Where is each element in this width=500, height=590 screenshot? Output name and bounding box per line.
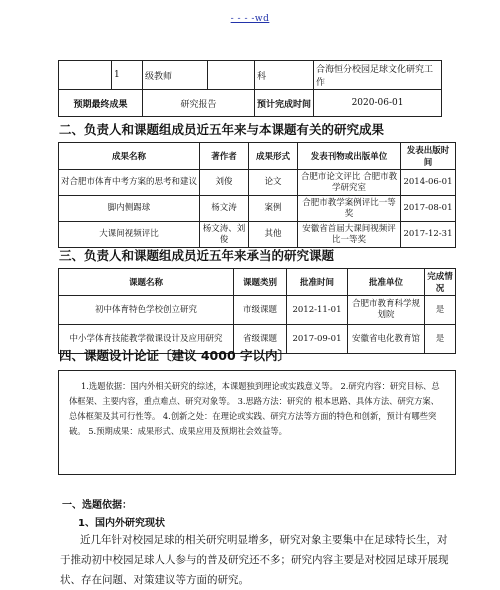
empty-cell (59, 61, 112, 90)
cell: 初中体育特色学校创立研究 (59, 296, 234, 325)
cell: 级教师 (143, 61, 208, 90)
col-header: 课题名称 (59, 269, 234, 296)
heading-selection-basis: 一、选题依据： (62, 500, 132, 511)
top-table (58, 60, 442, 117)
cell: 是 (425, 296, 456, 325)
section-title-3: 三、负责人和课题组成员近五年来承当的研究课题 (59, 248, 335, 263)
col-header: 成果形式 (249, 143, 298, 170)
col-header: 完成情况 (425, 269, 456, 296)
cell: 科 (255, 61, 314, 90)
cell: 2012-11-01 (287, 296, 348, 325)
header-link[interactable]: - - - -wd (230, 14, 270, 24)
cell: 2017-08-01 (401, 196, 456, 222)
cell: 1 (112, 61, 143, 90)
body-paragraph: 近几年针对校园足球的相关研究明显增多，研究对象主要集中在足球特长生，对于推动初中校园足球人人参与的普及研究还不多；研究内容主要是对校园足球开展现状、存在问题、对策建议等方面的研究。 (60, 534, 449, 586)
heading-research-status: 1、国内外研究现状 (78, 518, 165, 529)
cell: 案例 (249, 196, 298, 222)
table-row (59, 170, 456, 196)
expected-result-label: 预期最终成果 (59, 90, 143, 117)
cell: 合肥市论文评比 合肥市教学研究室 (298, 170, 401, 196)
cell: 脚内侧踢球 (59, 196, 200, 222)
cell: 中小学体育技能教学微课设计及应用研究 (59, 325, 234, 354)
cell: 合肥市教育科学规划院 (348, 296, 425, 325)
instructions-text: 1.选题依据：国内外相关研究的综述，本课题独到理论或实践意义等。 2.研究内容：研究目标、总体框架、主要内容，重点难点、研究对象等。 3.思路方法：研究的 根本思路、具体方法、研究方案、总体框架及其可行性等。 4.创新之处：在理论或实践、研究方法等方面的特色和创新，预计有哪些突破。 5.预期成果：成果形式、成果应用及预期社会效益等。 (69, 381, 440, 436)
cell: 合海恒分校园足球文化研究工作 (314, 61, 442, 90)
cell: 杨文涛、刘俊 (200, 222, 249, 248)
cell: 市级课题 (234, 296, 287, 325)
cell: 安徽省电化教育馆 (348, 325, 425, 354)
col-header: 著作者 (200, 143, 249, 170)
expected-result-value: 研究报告 (143, 90, 255, 117)
cell: 杨文涛 (200, 196, 249, 222)
table-row (59, 222, 456, 248)
cell: 2014-06-01 (401, 170, 456, 196)
completion-time-value: 2020-06-01 (314, 90, 442, 117)
col-header: 成果名称 (59, 143, 200, 170)
cell: 刘俊 (200, 170, 249, 196)
cell: 其他 (249, 222, 298, 248)
cell: 论文 (249, 170, 298, 196)
col-header: 批准时间 (287, 269, 348, 296)
empty-cell (208, 61, 255, 90)
cell: 合肥市教学案例评比一等奖 (298, 196, 401, 222)
col-header: 发表刊物或出版单位 (298, 143, 401, 170)
col-header: 发表出版时间 (401, 143, 456, 170)
cell: 2017-12-31 (401, 222, 456, 248)
col-header: 课题类别 (234, 269, 287, 296)
col-header: 批准单位 (348, 269, 425, 296)
completion-time-label: 预计完成时间 (255, 90, 314, 117)
cell: 2017-09-01 (287, 325, 348, 354)
cell: 是 (425, 325, 456, 354)
cell: 大课间视频评比 (59, 222, 200, 248)
cell: 省级课题 (234, 325, 287, 354)
table-row (59, 196, 456, 222)
cell: 对合肥市体育中考方案的思考和建议 (59, 170, 200, 196)
table-row (59, 296, 456, 325)
projects-table (58, 268, 456, 354)
instructions-box (58, 370, 456, 475)
cell: 安徽省首届大课间视频评比一等奖 (298, 222, 401, 248)
results-table (58, 142, 456, 248)
section-title-2: 二、负责人和课题组成员近五年来与本课题有关的研究成果 (59, 122, 385, 137)
section-title-4: 四、课题设计论证〔建议 4000 字以内〕 (59, 348, 290, 363)
